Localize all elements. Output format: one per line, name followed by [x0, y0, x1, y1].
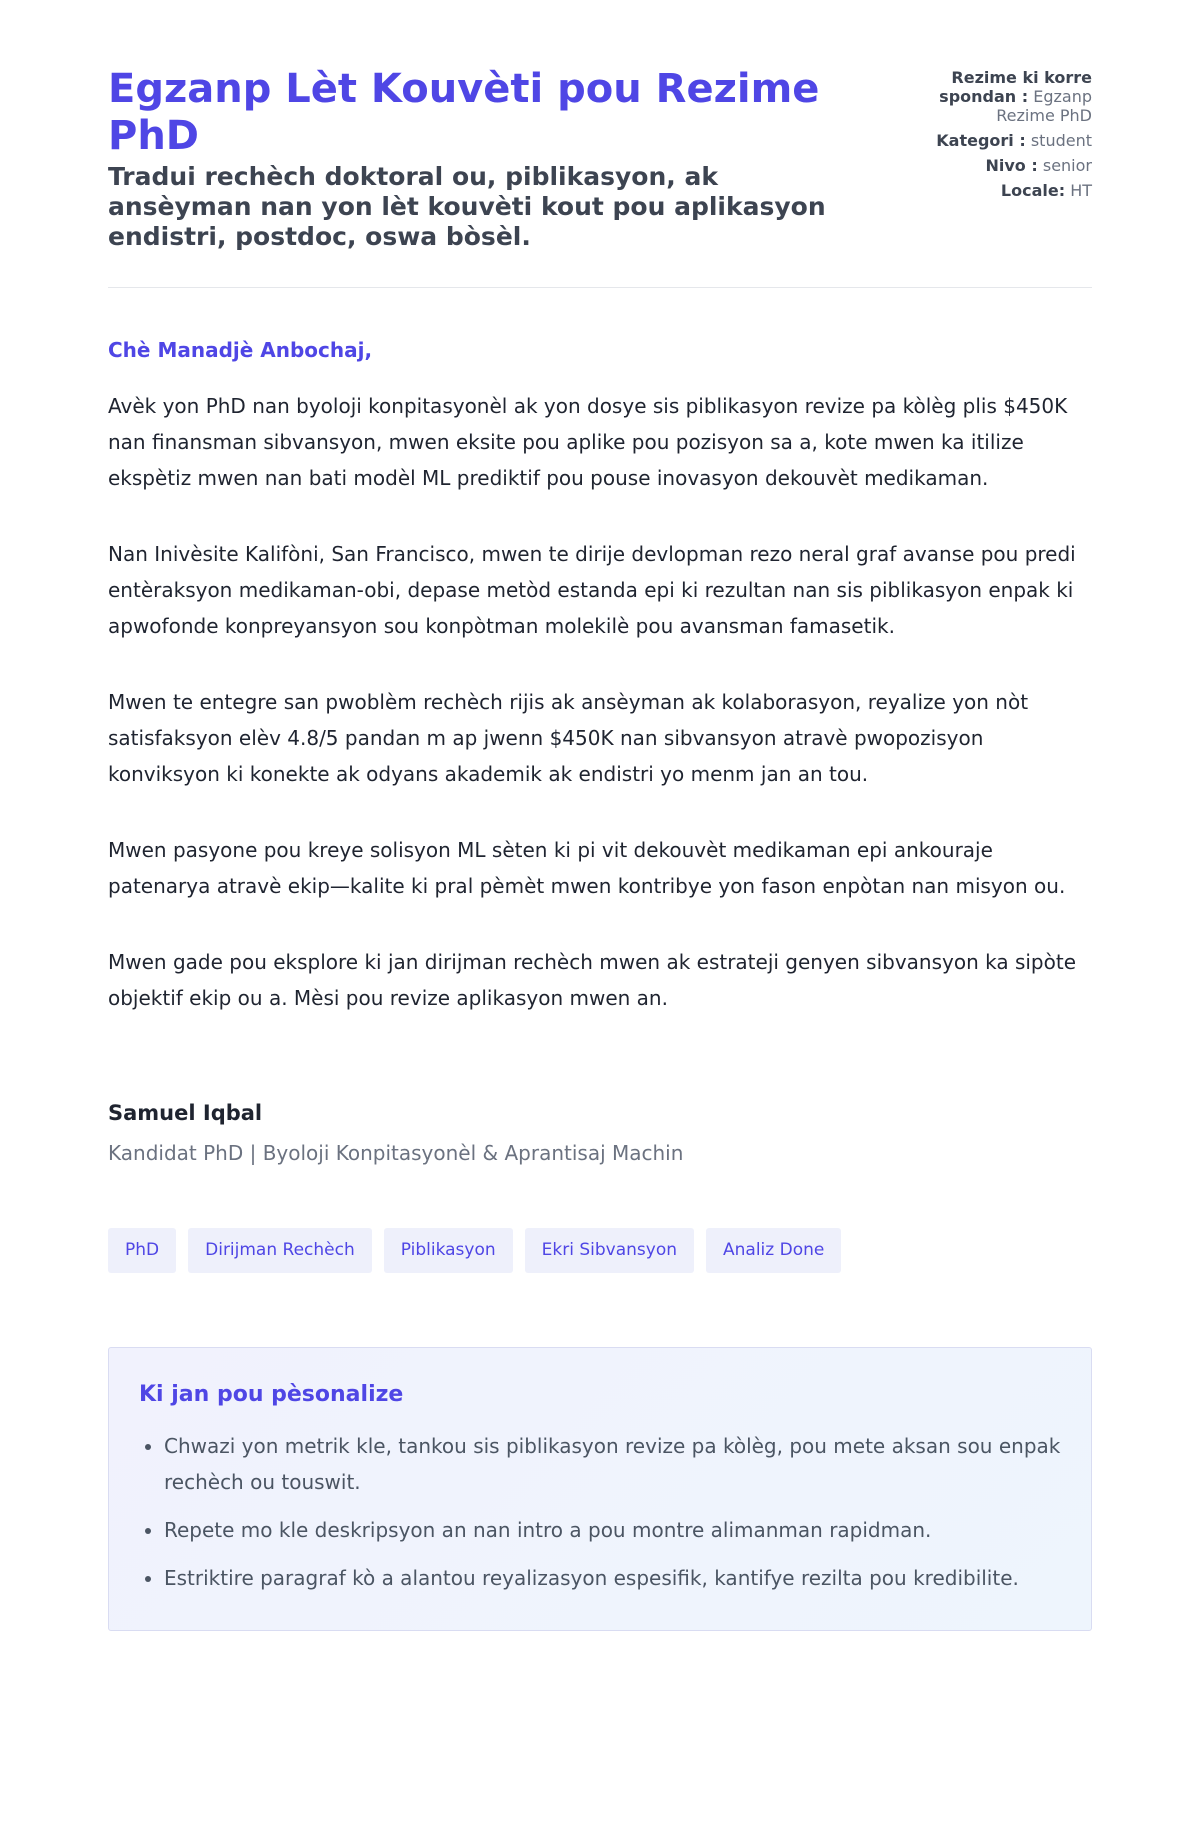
tips-item: • Repete mo kle deskripsyon an nan intro a pou montre alimanman rapidman. [164, 1512, 1061, 1548]
tag-grant-writing: Ekri Sibvansyon [525, 1228, 694, 1273]
header-divider [108, 287, 1092, 288]
letter-salutation: Chè Manadjè Anbochaj, [108, 338, 373, 362]
customization-tips-box [108, 1347, 1092, 1631]
tag-phd: PhD [108, 1228, 176, 1273]
meta-resume-label: Rezime ki korre spondan : [939, 68, 1092, 106]
tag-research-leadership: Dirijman Rechèch [188, 1228, 372, 1273]
header-titles [108, 66, 868, 252]
tips-item: • Chwazi yon metrik kle, tankou sis piblikasyon revize pa kòlèg, pou mete aksan sou enpak rechèch ou touswit. [164, 1428, 1061, 1500]
letter-paragraph: Mwen te entegre san pwoblèm rechèch rijis ak ansèyman ak kolaborasyon, reyalize yon nòt satisfaksyon elèv 4.8/5 pandan m ap jwenn $450K nan sibvansyon atravè pwopozisyon konviksyon ki konekte ak odyans akademik ak endistri yo menm jan an tou. [108, 690, 1029, 786]
tips-item: • Estriktire paragraf kò a alantou reyalizasyon espesifik, kantifye rezilta pou kredibilite. [164, 1560, 1061, 1596]
signature-title: Kandidat PhD | Byoloji Konpitasyonèl & Aprantisaj Machin [108, 1141, 684, 1165]
meta-category-value: student [1030, 131, 1092, 150]
meta-panel [892, 66, 1092, 206]
meta-level-value: senior [1042, 156, 1092, 175]
meta-locale-value: HT [1070, 181, 1092, 200]
letter-paragraph: Nan Inivèsite Kalifòni, San Francisco, mwen te dirije devlopman rezo neral graf avanse pou predi entèraksyon medikaman-obi, depase metòd estanda epi ki rezultan nan sis piblikasyon enpak ki apwofonde konpreyansyon sou konpòtman molekilè pou avansman famasetik. [108, 542, 1076, 638]
tips-list [139, 1428, 1061, 1596]
signature-name: Samuel Iqbal [108, 1101, 263, 1125]
meta-resume-value: Egzanp Rezime PhD [996, 87, 1092, 125]
page-header [108, 66, 1092, 252]
meta-level-label: Nivo : [985, 156, 1038, 175]
page-title: Egzanp Lèt Kouvèti pou Rezime PhD [108, 66, 820, 159]
letter-paragraph: Avèk yon PhD nan byoloji konpitasyonèl ak yon dosye sis piblikasyon revize pa kòlèg plis $450K nan finansman sibvansyon, mwen eksite pou aplike pou pozisyon sa a, kote mwen ka itilize ekspètiz mwen nan bati modèl ML prediktif pou pouse inovasyon dekouvèt medikaman. [108, 394, 1068, 490]
letter-paragraph: Mwen gade pou eksplore ki jan dirijman rechèch mwen ak estrateji genyen sibvansyon ka sipòte objektif ekip ou a. Mèsi pou revize aplikasyon mwen an. [108, 950, 1077, 1010]
tag-list [108, 1228, 1092, 1273]
meta-resume [892, 68, 1092, 125]
meta-locale-label: Locale: [1000, 181, 1066, 200]
meta-category-label: Kategori : [936, 131, 1026, 150]
page-subtitle: Tradui rechèch doktoral ou, piblikasyon, ak ansèyman nan yon lèt kouvèti kout pou aplikasyon endistri, postdoc, oswa bòsèl. [108, 162, 826, 251]
tag-data-analysis: Analiz Done [706, 1228, 841, 1273]
meta-locale [892, 181, 1092, 200]
meta-category [892, 131, 1092, 150]
signature-block [108, 1100, 1092, 1166]
meta-level [892, 156, 1092, 175]
letter-body [108, 388, 1092, 1016]
letter-paragraph: Mwen pasyone pou kreye solisyon ML sèten ki pi vit dekouvèt medikaman epi ankouraje patenarya atravè ekip—kalite ki pral pèmèt mwen kontribye yon fason enpòtan nan misyon ou. [108, 838, 1066, 898]
tips-title: Ki jan pou pèsonalize [139, 1382, 404, 1407]
tag-publications: Piblikasyon [384, 1228, 513, 1273]
